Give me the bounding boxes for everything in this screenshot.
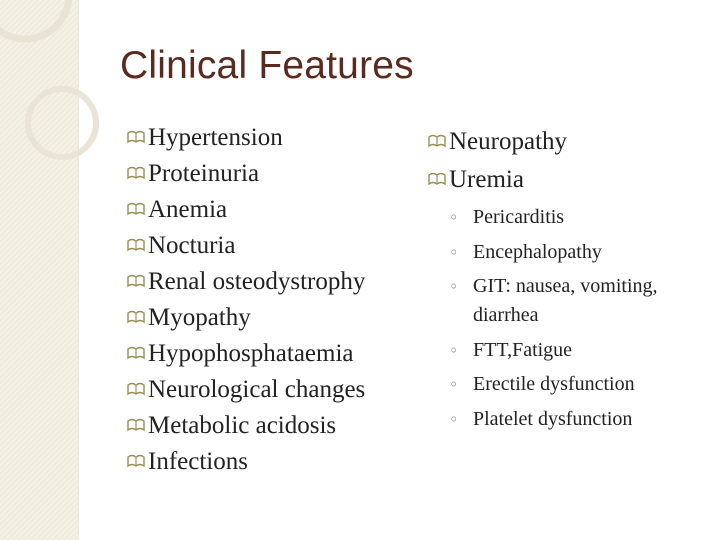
sub-list-item-label: GIT: nausea, vomiting, diarrhea bbox=[473, 275, 658, 326]
book-bullet-icon bbox=[126, 453, 146, 469]
list-item bbox=[126, 266, 396, 297]
sub-list-item bbox=[447, 238, 707, 267]
book-bullet-icon bbox=[126, 237, 146, 253]
book-bullet-icon bbox=[126, 381, 146, 397]
book-bullet-icon bbox=[126, 129, 146, 145]
left-feature-list bbox=[126, 122, 396, 482]
list-item-label: Hypertension bbox=[148, 124, 283, 151]
circle-bullet-icon: ◦ bbox=[449, 340, 459, 360]
list-item bbox=[427, 164, 717, 195]
list-item-label: Myopathy bbox=[148, 304, 251, 331]
list-item bbox=[126, 230, 396, 261]
sub-list-item-label: Platelet dysfunction bbox=[473, 407, 633, 430]
list-item bbox=[126, 194, 396, 225]
circle-bullet-icon: ◦ bbox=[449, 208, 459, 227]
circle-bullet-icon: ◦ bbox=[449, 375, 459, 394]
book-bullet-icon bbox=[126, 345, 146, 361]
sub-list-item bbox=[447, 336, 707, 365]
sub-list-item bbox=[447, 405, 707, 434]
list-item bbox=[126, 338, 396, 369]
book-bullet-icon bbox=[427, 133, 447, 149]
list-item bbox=[126, 158, 396, 189]
sub-list-item-label: Encephalopathy bbox=[473, 240, 602, 263]
list-item bbox=[126, 374, 396, 405]
list-item-label: Anemia bbox=[148, 196, 228, 223]
list-item bbox=[126, 122, 396, 153]
list-item bbox=[427, 126, 717, 157]
book-bullet-icon bbox=[126, 417, 146, 433]
list-item bbox=[126, 302, 396, 333]
list-item-label: Renal osteodystrophy bbox=[148, 268, 366, 295]
decorative-rings bbox=[0, 0, 120, 200]
sub-list-item-label: Pericarditis bbox=[473, 206, 565, 228]
list-item-label: Neurological changes bbox=[148, 376, 366, 403]
list-item-label: Proteinuria bbox=[148, 160, 260, 187]
list-item-label: Metabolic acidosis bbox=[148, 412, 337, 439]
list-item-label: Hypophosphataemia bbox=[148, 340, 354, 367]
list-item-label: Nocturia bbox=[148, 232, 236, 259]
list-item-label: Uremia bbox=[449, 166, 524, 193]
list-item-label: Infections bbox=[148, 448, 248, 475]
book-bullet-icon bbox=[126, 309, 146, 325]
list-item bbox=[126, 446, 396, 477]
sub-list-item-label: FTT,Fatigue bbox=[473, 338, 573, 361]
sub-list-item bbox=[447, 272, 707, 330]
book-bullet-icon bbox=[427, 171, 447, 187]
book-bullet-icon bbox=[126, 273, 146, 289]
sub-list-item bbox=[447, 203, 707, 232]
book-bullet-icon bbox=[126, 165, 146, 181]
circle-bullet-icon: ◦ bbox=[449, 277, 459, 296]
sub-list-item bbox=[447, 370, 707, 399]
circle-bullet-icon: ◦ bbox=[449, 242, 459, 262]
sub-list-item-label: Erectile dysfunction bbox=[473, 373, 635, 395]
list-item bbox=[126, 410, 396, 441]
slide-title: Clinical Features bbox=[120, 44, 414, 87]
circle-bullet-icon: ◦ bbox=[449, 409, 459, 429]
book-bullet-icon bbox=[126, 201, 146, 217]
right-feature-list bbox=[427, 126, 717, 202]
uremia-sub-list bbox=[447, 203, 707, 439]
list-item-label: Neuropathy bbox=[449, 128, 568, 155]
